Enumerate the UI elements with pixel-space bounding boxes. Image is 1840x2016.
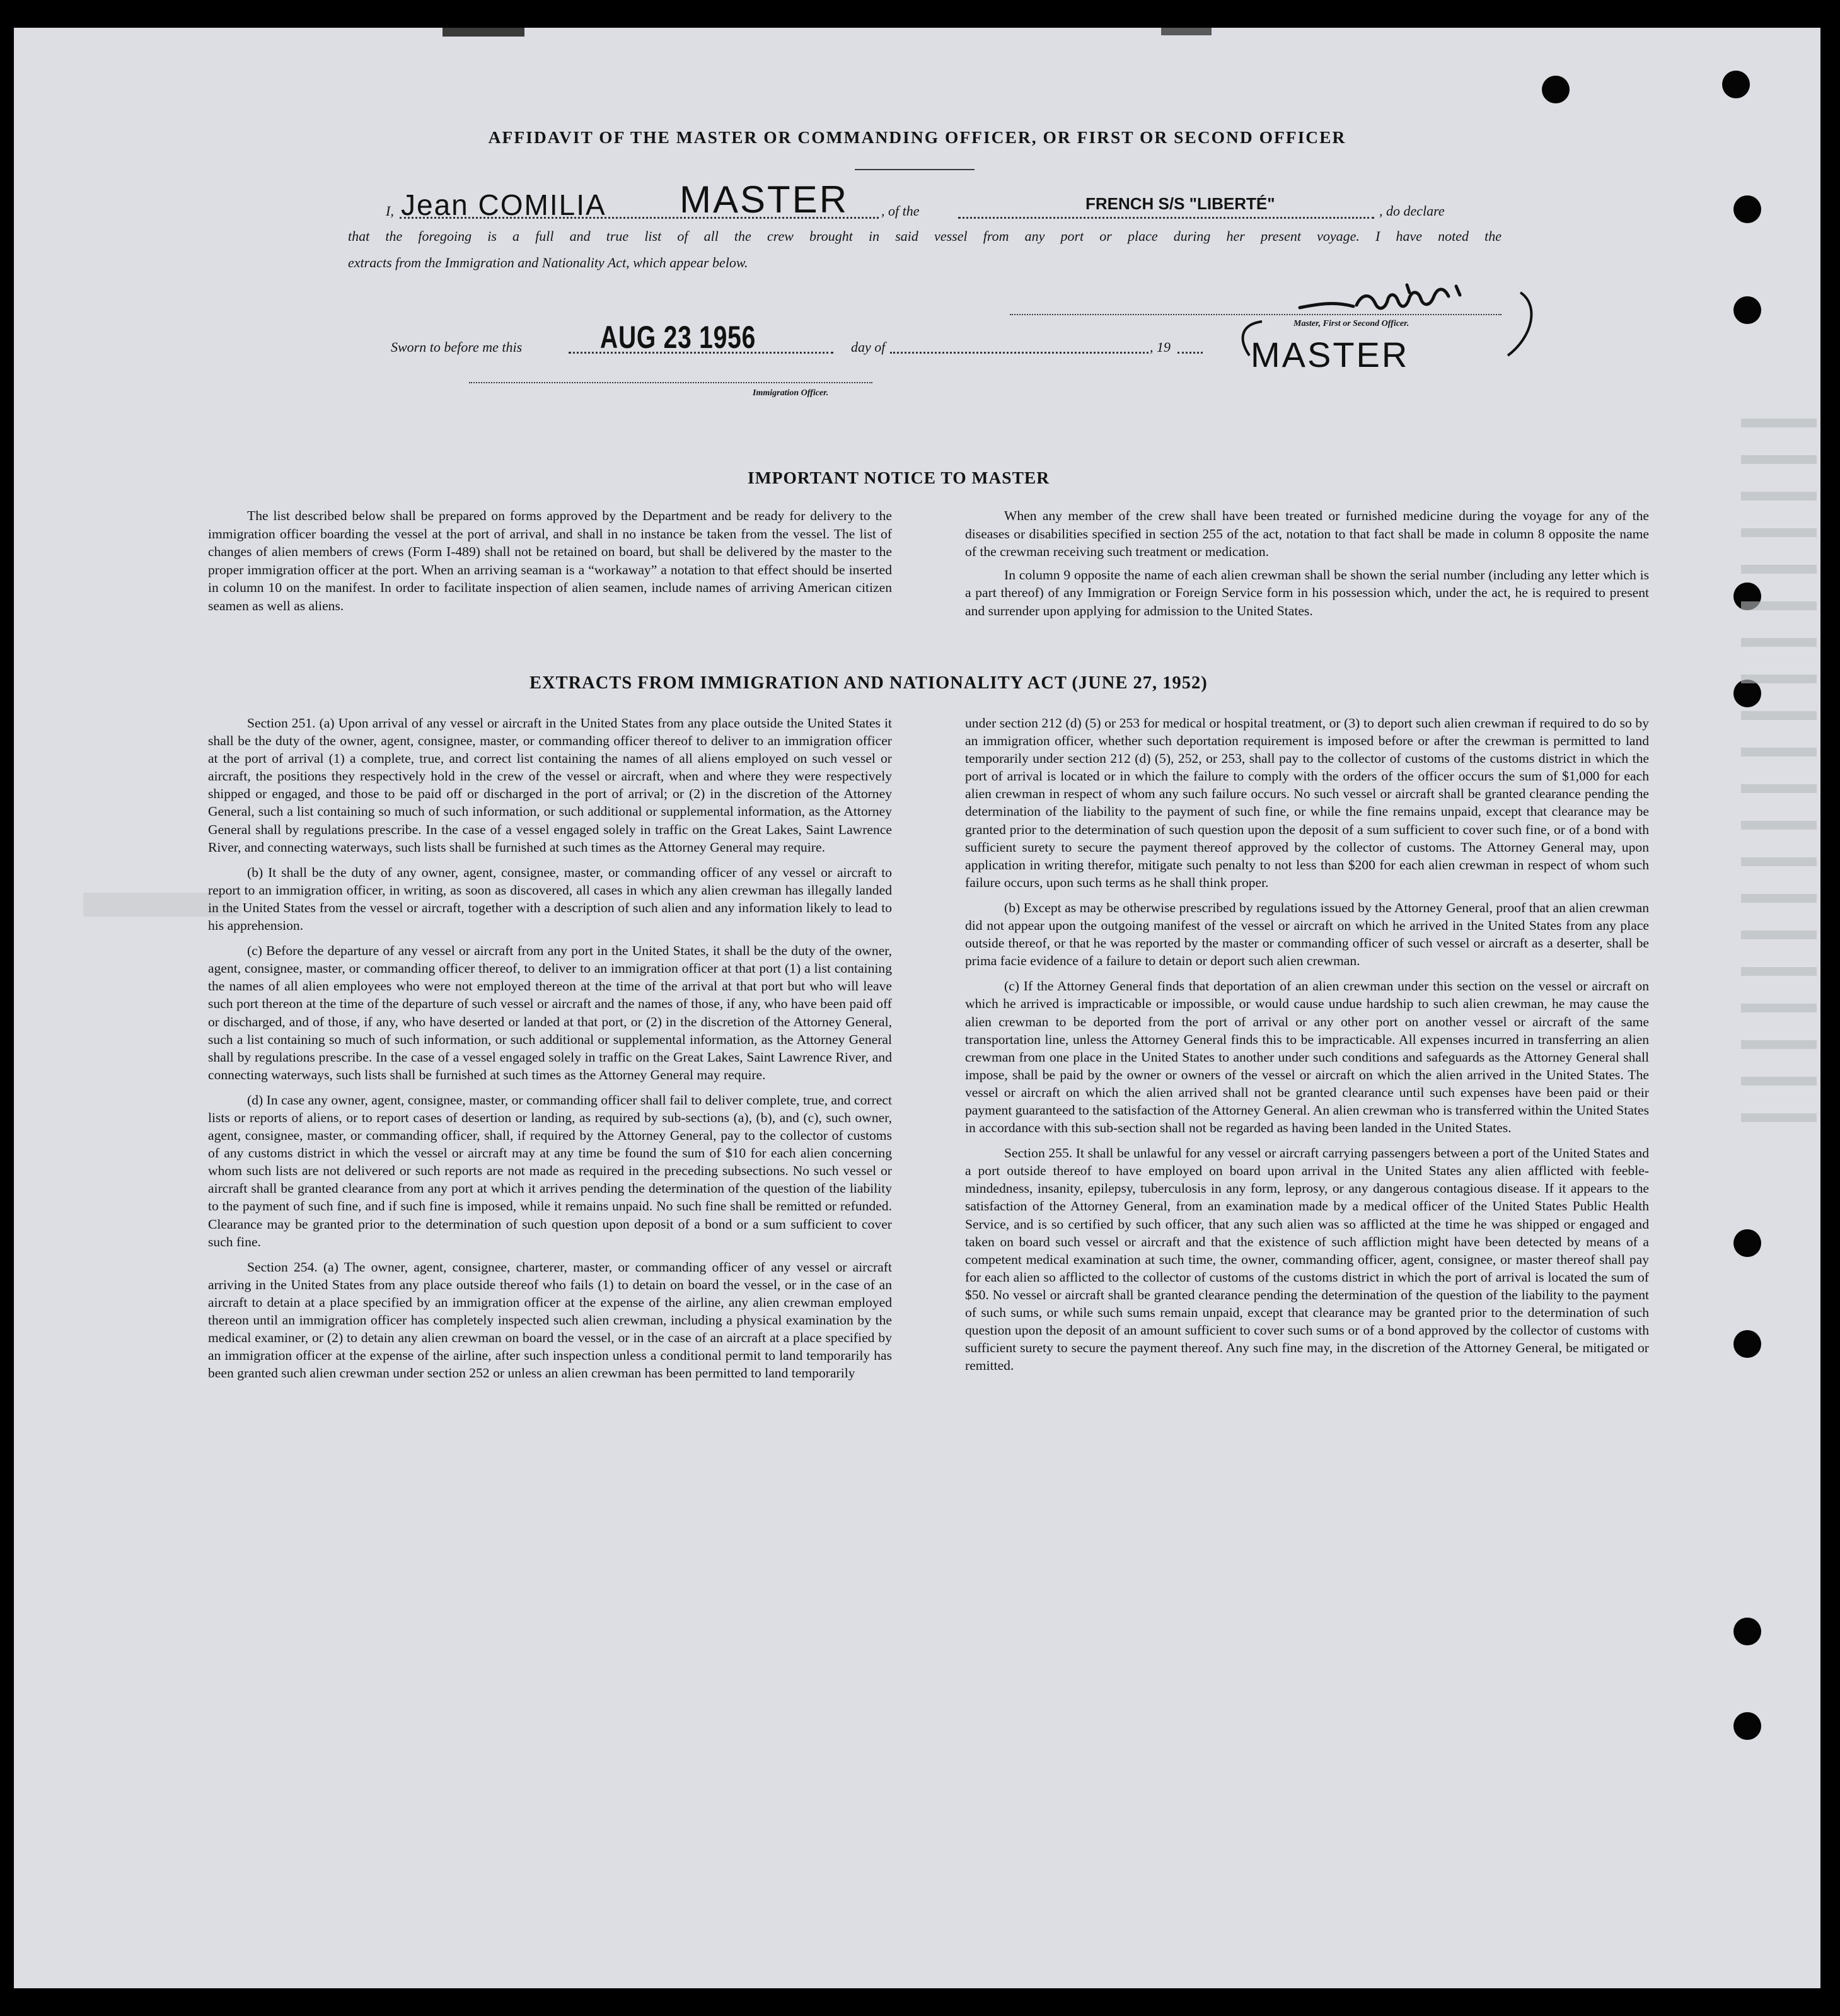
declaration-text-1: that the foregoing is a full and true list of all the crew brought in said vessel from any port or place during her present voyage. I have noted the	[348, 228, 1502, 244]
extracts-title: EXTRACTS FROM IMMIGRATION AND NATIONALITY ACT (JUNE 27, 1952)	[529, 673, 1208, 693]
binder-hole	[1733, 1712, 1761, 1740]
extract-paragraph: under section 212 (d) (5) or 253 for medical or hospital treatment, or (3) to deport such alien crewman if required to do so by an immigration officer, whether such deportation requirement is imposed before or after the crewman is permitted to land temporarily under section 212 (d) (5), 252, or 253, shall pay to the collector of customs of the customs district in which the port of arrival is located or in which the failure to comply with the orders of the officer occurs the sum of $1,000 for each alien crewman in respect of whom any such failure occurs. No such vessel or aircraft shall be granted clearance pending the determination of the liability to the payment of such fine, or while the fine remains unpaid, except that clearance may be granted prior to the determination of such question upon the deposit of a sum sufficient to cover such fine, or of a bond with sufficient surety to secure the payment thereof approved by the collector of customs. The Attorney General may, upon application in writing therefor, mitigate such penalty to not less than $200 for each alien crewman in respect of whom such failure occurs, upon such terms as he shall think proper.	[965, 715, 1649, 890]
day-of-label: day of	[851, 339, 886, 355]
binder-hole	[1733, 296, 1761, 324]
notice-title: IMPORTANT NOTICE TO MASTER	[748, 468, 1050, 487]
year-prefix: , 19	[1150, 339, 1171, 355]
sworn-date-line	[569, 352, 833, 354]
bleed-through-marks	[1741, 419, 1817, 1150]
document-page	[14, 28, 1820, 1988]
extracts-left-column	[208, 714, 892, 1382]
notice-paragraph: In column 9 opposite the name of each alien crewman shall be shown the serial number (including any letter which is a part thereof) of any Immigration or Foreign Service form in his possession which, under the act, he is required to present and surrender upon applying for admission to the United States.	[965, 567, 1649, 618]
rank-typed: MASTER	[680, 178, 849, 221]
declaration-text-2: extracts from the Immigration and Nationality Act, which appear below.	[348, 255, 748, 270]
immigration-officer-caption: Immigration Officer.	[753, 388, 829, 398]
binder-hole	[1542, 76, 1570, 103]
name-line	[400, 217, 879, 219]
affidavit-title: AFFIDAVIT OF THE MASTER OR COMMANDING OFFICER, OR FIRST OR SECOND OFFICER	[488, 127, 1346, 147]
binder-hole	[1733, 1229, 1761, 1257]
binder-hole	[1733, 1618, 1761, 1645]
do-declare-label: , do declare	[1379, 203, 1445, 219]
extract-paragraph: Section 251. (a) Upon arrival of any vessel or aircraft in the United States from any place outside the United States it shall be the duty of the owner, agent, consignee, master, or commanding officer thereof to deliver to an immigration officer at the port of arrival (1) a complete, true, and correct list containing the names of all aliens employed on such vessel or aircraft, the positions they respectively hold in the crew of the vessel or aircraft, when and where they were respectively shipped or engaged, and those to be paid off or discharged in the port of arrival; or (2) in the discretion of the Attorney General, such a list containing so much of such information, or such additional or supplemental information, as the Attorney General shall by regulations prescribe. In the case of a vessel engaged solely in traffic on the Great Lakes, Saint Lawrence River, and connecting waterways, such lists shall be furnished at such times as the Attorney General may require.	[208, 715, 892, 855]
prefix-i: I,	[386, 203, 394, 219]
extract-paragraph: (d) In case any owner, agent, consignee, master, or commanding officer shall fail to deliver complete, true, and correct lists or reports of aliens, or to report cases of desertion or landing, as required by sub-sections (a), (b), and (c), such owner, agent, consignee, master, or commanding officer, shall, if required by the Attorney General, pay to the collector of customs of any customs district in which the vessel or aircraft may at any time be found the sum of $10 for each alien concerning whom such lists are not delivered or such reports are not made as required in the preceding subsections. No such vessel or aircraft shall be granted clearance from any port at which it arrives pending the determination of the question of the liability to the payment of such fine, and if such fine is imposed, while it remains unpaid. No such fine shall be remitted or refunded. Clearance may be granted prior to the determination of such question upon deposit of a bond or a sum sufficient to cover such fine.	[208, 1092, 892, 1249]
notice-left-column	[208, 507, 892, 620]
year-line	[1177, 352, 1203, 354]
binder-hole	[1722, 71, 1750, 98]
top-edge-mark	[1161, 28, 1212, 35]
master-name: Jean COMILIA	[401, 188, 606, 221]
signature-line	[1010, 314, 1502, 315]
vessel-line	[958, 217, 1374, 219]
notice-right-column	[965, 507, 1649, 625]
sworn-label: Sworn to before me this	[391, 339, 523, 355]
sworn-date: AUG 23 1956	[600, 320, 756, 355]
officer-stamp: MASTER	[1251, 335, 1409, 374]
vessel-name: FRENCH S/S "LIBERTÉ"	[1085, 194, 1275, 213]
signature-caption: Master, First or Second Officer.	[1293, 319, 1409, 328]
title-rule	[855, 169, 975, 170]
notice-paragraph: The list described below shall be prepared on forms approved by the Department and be ready for delivery to the immigration officer boarding the vessel at the port of arrival, and shall in no instance be taken from the vessel. The list of changes of alien members of crews (Form I-489) shall not be retained on board, but shall be delivered by the master to the proper immigration officer at the port. When an arriving seaman is a “workaway” a notation to that effect should be inserted in column 10 on the manifest. In order to facilitate inspection of alien seamen, include names of arriving American citizen seamen as well as aliens.	[208, 508, 892, 613]
extract-paragraph: (b) It shall be the duty of any owner, agent, consignee, master, or commanding officer of any vessel or aircraft to report to an immigration officer, in writing, as soon as discovered, all cases in which any alien crewman has illegally landed in the United States from the vessel or aircraft, together with a description of such alien and any information likely to lead to his apprehension.	[208, 864, 892, 934]
immigration-officer-line	[469, 382, 872, 383]
binder-hole	[1733, 195, 1761, 223]
extracts-right-column	[965, 714, 1649, 1374]
month-line	[890, 352, 1149, 354]
extract-paragraph: Section 254. (a) The owner, agent, consignee, charterer, master, or commanding officer of any vessel or aircraft arriving in the United States from any place outside thereof who fails (1) to detain on board the vessel, or in the case of an aircraft to detain at a place specified by an immigration officer at the expense of the airline, any alien crewman employed thereon until an immigration officer has completely inspected such alien crewman, including a physical examination by the medical examiner, or (2) to detain any alien crewman on board the vessel, or in the case of an aircraft at a place specified by an immigration officer at the expense of the airline, after such inspection unless a conditional permit to land temporarily has been granted such alien crewman under section 252 or unless an alien crewman has been permitted to land temporarily	[208, 1259, 892, 1381]
extract-paragraph: (c) Before the departure of any vessel or aircraft from any port in the United States, it shall be the duty of the owner, agent, consignee, master, or commanding officer thereof, to deliver to an immigration officer at that port (1) a list containing the names of all alien employees who were not employed thereon at the time of the arrival at that port but who will leave such port thereon at the time of the departure of such vessel or aircraft and the names of those, if any, who have been paid off or discharged, and of those, if any, who have deserted or landed at that port, or (2) in the discretion of the Attorney General, such a list containing so much of such information, or such additional or supplemental information, as the Attorney General shall by regulations prescribe. In the case of a vessel engaged solely in traffic on the Great Lakes, Saint Lawrence River, and connecting waterways, such lists shall be furnished at such times as the Attorney General may require.	[208, 943, 892, 1082]
of-the-label: , of the	[881, 203, 920, 219]
extract-paragraph: (b) Except as may be otherwise prescribed by regulations issued by the Attorney General, proof that an alien crewman did not appear upon the outgoing manifest of the vessel or aircraft on which he arrived in the United States from any place outside thereof, or that he was reported by the master or commanding officer of such vessel or aircraft as a deserter, shall be prima facie evidence of a failure to detain or deport such alien crewman.	[965, 900, 1649, 969]
notice-paragraph: When any member of the crew shall have been treated or furnished medicine during the voyage for any of the diseases or disabilities specified in section 255 of the act, notation to that fact shall be made in column 8 opposite the name of the crewman receiving such treatment or medication.	[965, 508, 1649, 559]
extract-paragraph: Section 255. It shall be unlawful for any vessel or aircraft carrying passengers between a port of the United States and a port outside thereof to have employed on board upon arrival in the United States any alien afflicted with feeble-mindedness, insanity, epilepsy, tuberculosis in any form, leprosy, or any dangerous contagious disease. If it appears to the satisfaction of the Attorney General, from an examination made by a medical officer of the United States Public Health Service, and is so certified by such officer, that any such alien was so afflicted at the time he was shipped or engaged and taken on board such vessel or aircraft and that the existence of such affliction might have been detected by means of a competent medical examination at such time, the owner, commanding officer, agent, consignee, or master thereof shall pay for each alien so afflicted to the collector of customs of the customs district in which the port of arrival is located the sum of $50. No vessel or aircraft shall be granted clearance pending the determination of the question of the liability to the payment of such sums, or while such sums remain unpaid, except that clearance may be granted prior to the determination of such question upon the deposit of an amount sufficient to cover such sums or of a bond approved by the collector of customs with sufficient surety to secure the payment thereof. Any such fine may, in the discretion of the Attorney General, be mitigated or remitted.	[965, 1145, 1649, 1374]
top-edge-mark	[443, 28, 524, 37]
binder-hole	[1733, 1330, 1761, 1358]
extract-paragraph: (c) If the Attorney General finds that deportation of an alien crewman under this section on the vessel or aircraft on which he arrived is impracticable or impossible, or would cause undue hardship to such alien crewman, he may cause the alien crewman to be deported from the port of arrival or any other port on another vessel or aircraft of the same transportation line, unless the Attorney General finds this to be impracticable. All expenses incurred in transferring an alien crewman from one place in the United States to another under such conditions and safeguards as the Attorney General shall impose, shall be paid by the owner or owners of the vessel or aircraft on which the alien arrived in the United States. The vessel or aircraft on which the alien arrived shall not be granted clearance until such expenses have been paid or their payment guaranteed to the satisfaction of the Attorney General. An alien crewman who is transferred within the United States in accordance with this sub-section shall not be regarded as having been landed in the United States.	[965, 978, 1649, 1136]
